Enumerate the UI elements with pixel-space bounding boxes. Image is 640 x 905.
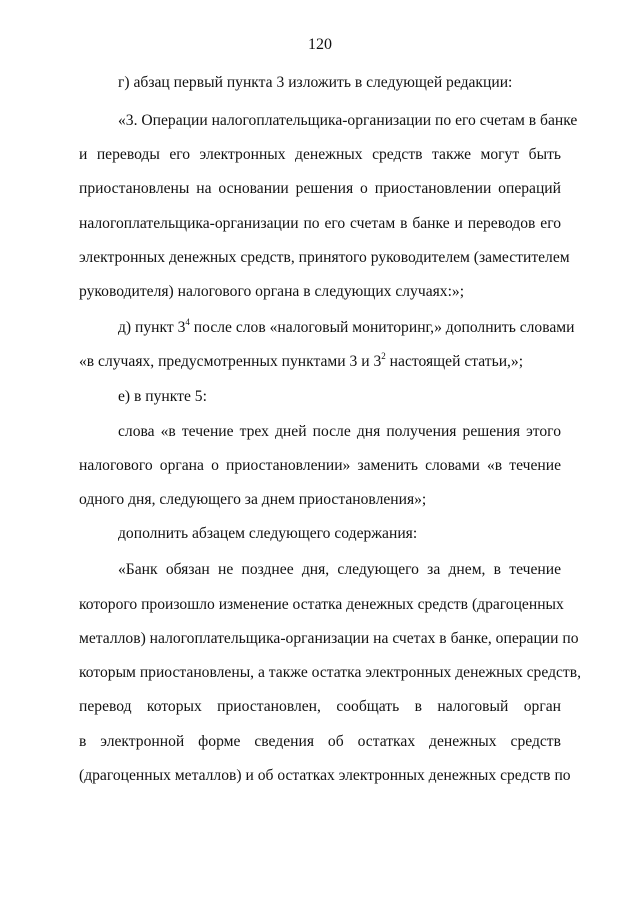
paragraph-line xyxy=(118,317,575,337)
superscript: 4 xyxy=(185,317,190,327)
paragraph-line: налогового органа о приостановлении» заменить словами «в течение xyxy=(79,457,561,474)
paragraph-line xyxy=(79,353,561,371)
superscript: 2 xyxy=(381,351,386,361)
paragraph-line: электронных денежных средств, принятого руководителем (заместителем xyxy=(79,249,570,266)
paragraph-line: одного дня, следующего за днем приостановления»; xyxy=(79,491,427,508)
paragraph-line: и переводы его электронных денежных средств также могут быть xyxy=(79,146,561,163)
page-number: 120 xyxy=(308,36,332,53)
text-run: «в случаях, предусмотренных пунктами 3 и 3 xyxy=(79,353,382,370)
paragraph-line: «Банк обязан не позднее дня, следующего за днем, в течение xyxy=(118,561,561,578)
paragraph-line: (драгоценных металлов) и об остатках электронных денежных средств по xyxy=(79,767,571,784)
paragraph-line: слова «в течение трех дней после дня получения решения этого xyxy=(118,423,561,440)
paragraph-line: е) в пункте 5: xyxy=(118,388,207,405)
paragraph-line: в электронной форме сведения об остатках денежных средств xyxy=(79,733,561,750)
paragraph-line: г) абзац первый пункта 3 изложить в следующей редакции: xyxy=(118,74,513,91)
text-run: д) пункт 3 xyxy=(118,319,186,336)
text-run: после слов «налоговый мониторинг,» дополнить словами xyxy=(189,319,575,336)
paragraph-line: «3. Операции налогоплательщика-организации по его счетам в банке xyxy=(118,112,578,129)
paragraph-line: дополнить абзацем следующего содержания: xyxy=(118,525,418,542)
paragraph-line: которым приостановлены, а также остатка электронных денежных средств, xyxy=(79,664,581,681)
text-run: настоящей статьи,»; xyxy=(385,353,524,370)
paragraph-line: которого произошло изменение остатка денежных средств (драгоценных xyxy=(79,596,564,613)
paragraph-line: перевод которых приостановлен, сообщать в налоговый орган xyxy=(79,698,561,715)
paragraph-line: налогоплательщика-организации по его счетам в банке и переводов его xyxy=(79,215,561,232)
paragraph-line: приостановлены на основании решения о приостановлении операций xyxy=(79,180,561,197)
paragraph-line: руководителя) налогового органа в следующих случаях:»; xyxy=(79,283,465,300)
paragraph-line: металлов) налогоплательщика-организации на счетах в банке, операции по xyxy=(79,630,579,647)
